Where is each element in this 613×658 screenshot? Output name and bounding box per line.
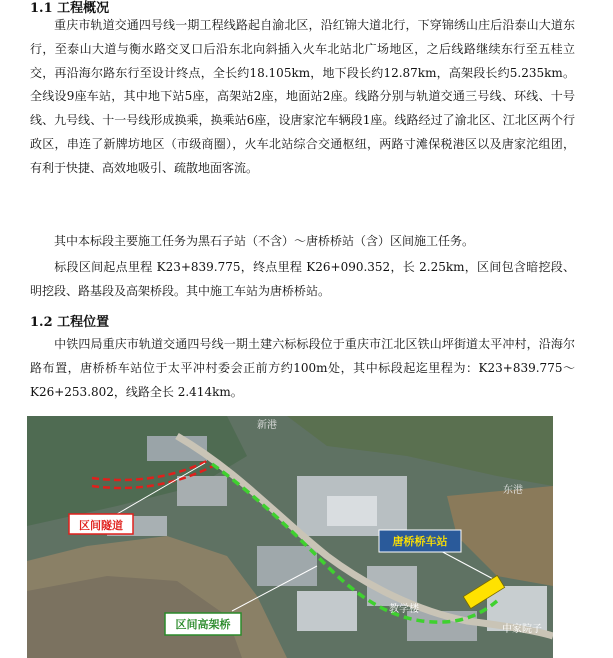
section-heading-location: 1.2 工程位置 <box>30 315 110 330</box>
label-station: 唐桥桥车站 <box>392 535 448 548</box>
site-map <box>27 416 553 658</box>
overview-paragraph-3 <box>30 256 575 304</box>
overview-text-1: 重庆市轨道交通四号线一期工程线路起自渝北区，沿红锦大道北行，下穿锦绣山庄后沿泰山大道东行，至泰山大道与衡水路交叉口后沿东北向斜插入火车北站北广场地区，之后线路继续东行至五桂立交，再沿海尔路东行至设计终点，全长约18.105km，地下段长约12.87km，高架段长约5.235km。全线设9座车站，其中地下站5座，高架站2座，地面站2座。线路分别与轨道交通三号线、环线、十号线、九号线、十一号线形成换乘，换乘站6座，设唐家沱车辆段1座。线路经过了渝北区、江北区两个行政区，串连了新牌坊地区（市级商圈），火车北站综合交通枢纽，两路寸滩保税港区以及唐家沱组团，有利于快捷、高效地吸引、疏散地面客流。 <box>30 18 575 175</box>
label-top: 新港 <box>257 420 277 431</box>
overview-paragraph-1 <box>30 14 575 181</box>
label-village: 中家院子 <box>502 624 542 635</box>
overview-text-3: 标段区间起点里程 K23+839.775，终点里程 K26+090.352，长 2.25km，区间包含暗挖段、明挖段、路基段及高架桥段。其中施工车站为唐桥桥站。 <box>30 260 575 298</box>
location-paragraph <box>30 333 575 404</box>
section-heading-overview: 1.1 工程概况 <box>30 1 110 16</box>
label-right: 东港 <box>503 485 523 496</box>
label-tunnel: 区间隧道 <box>79 519 123 532</box>
label-viaduct: 区间高架桥 <box>175 618 231 631</box>
label-school: 教学楼 <box>389 604 419 615</box>
overview-paragraph-2 <box>30 230 575 254</box>
overview-text-2: 其中本标段主要施工任务为黑石子站（不含）～唐桥桥站（含）区间施工任务。 <box>54 234 475 248</box>
location-text: 中铁四局重庆市轨道交通四号线一期土建六标标段位于重庆市江北区铁山坪街道太平冲村，沿海尔路布置，唐桥桥车站位于太平冲村委会正前方约100m处，其中标段起迄里程为：K23+839.775～K26+253.802，线路全长 2.414km。 <box>30 337 575 399</box>
